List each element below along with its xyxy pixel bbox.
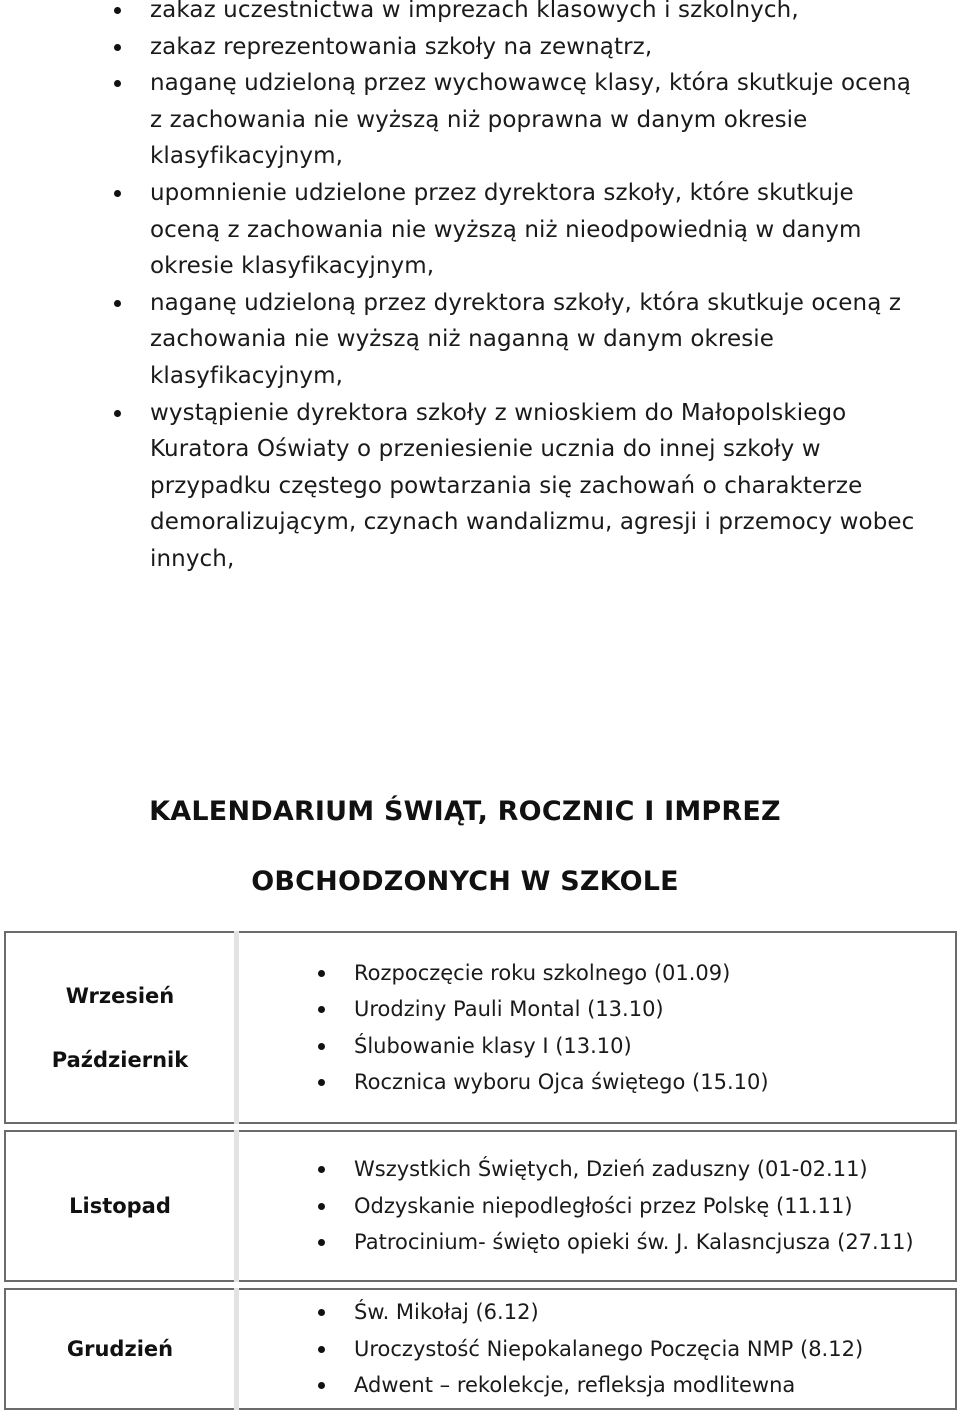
table-row — [5, 932, 956, 1123]
table-spacer — [5, 1123, 956, 1131]
list-item: zakaz uczestnictwa w imprezach klasowych i szkolnych, — [0, 0, 960, 29]
month-cell — [5, 1289, 237, 1409]
list-item: Patrocinium- święto opieki św. J. Kalasncjusza (27.11) — [239, 1224, 955, 1260]
list-item: upomnienie udzielone przez dyrektora szkoły, które skutkuje oceną z zachowania nie wyższą niż nieodpowiednią w danym okresie klasyfikacyjnym, — [0, 175, 960, 285]
list-item: wystąpienie dyrektora szkoły z wnioskiem do Małopolskiego Kuratora Oświaty o przeniesienie ucznia do innej szkoły w przypadku częstego powtarzania się zachowań o charakterze demoralizującym, czynach wandalizmu, agresji i przemocy wobec innych, — [0, 395, 960, 578]
events-cell — [237, 932, 957, 1123]
events-list — [239, 1151, 955, 1260]
list-item: Wszystkich Świętych, Dzień zaduszny (01-02.11) — [239, 1151, 955, 1187]
list-item: Rozpoczęcie roku szkolnego (01.09) — [239, 955, 955, 991]
table-row — [5, 1289, 956, 1409]
sanctions-list — [0, 0, 960, 578]
month-label: Listopad — [69, 1194, 171, 1218]
list-item: naganę udzieloną przez wychowawcę klasy, która skutkuje oceną z zachowania nie wyższą niż poprawna w danym okresie klasyfikacyjnym, — [0, 65, 960, 175]
calendar-table — [4, 931, 957, 1410]
list-item: Św. Mikołaj (6.12) — [239, 1294, 955, 1330]
list-item: zakaz reprezentowania szkoły na zewnątrz, — [0, 29, 960, 66]
section-heading: KALENDARIUM ŚWIĄT, ROCZNIC I IMPREZ — [149, 796, 781, 827]
month-cell — [5, 932, 237, 1123]
month-label: Grudzień — [66, 1337, 174, 1361]
month-label: Wrzesień — [65, 983, 175, 1008]
events-list — [239, 1294, 955, 1403]
table-row — [5, 1131, 956, 1281]
month-cell — [5, 1131, 237, 1281]
events-list — [239, 955, 955, 1101]
list-item: Uroczystość Niepokalanego Poczęcia NMP (8.12) — [239, 1331, 955, 1367]
list-item: Adwent – rekolekcje, refleksja modlitewna — [239, 1367, 955, 1403]
events-cell — [237, 1289, 957, 1409]
list-item: Rocznica wyboru Ojca świętego (15.10) — [239, 1064, 955, 1100]
month-label: Październik — [51, 1047, 189, 1072]
section-subheading: OBCHODZONYCH W SZKOLE — [251, 866, 679, 897]
list-item: Urodziny Pauli Montal (13.10) — [239, 991, 955, 1027]
list-item: Odzyskanie niepodległości przez Polskę (11.11) — [239, 1188, 955, 1224]
list-item: Ślubowanie klasy I (13.10) — [239, 1028, 955, 1064]
list-item: naganę udzieloną przez dyrektora szkoły, która skutkuje oceną z zachowania nie wyższą niż naganną w danym okresie klasyfikacyjnym, — [0, 285, 960, 395]
table-spacer — [5, 1281, 956, 1289]
events-cell — [237, 1131, 957, 1281]
